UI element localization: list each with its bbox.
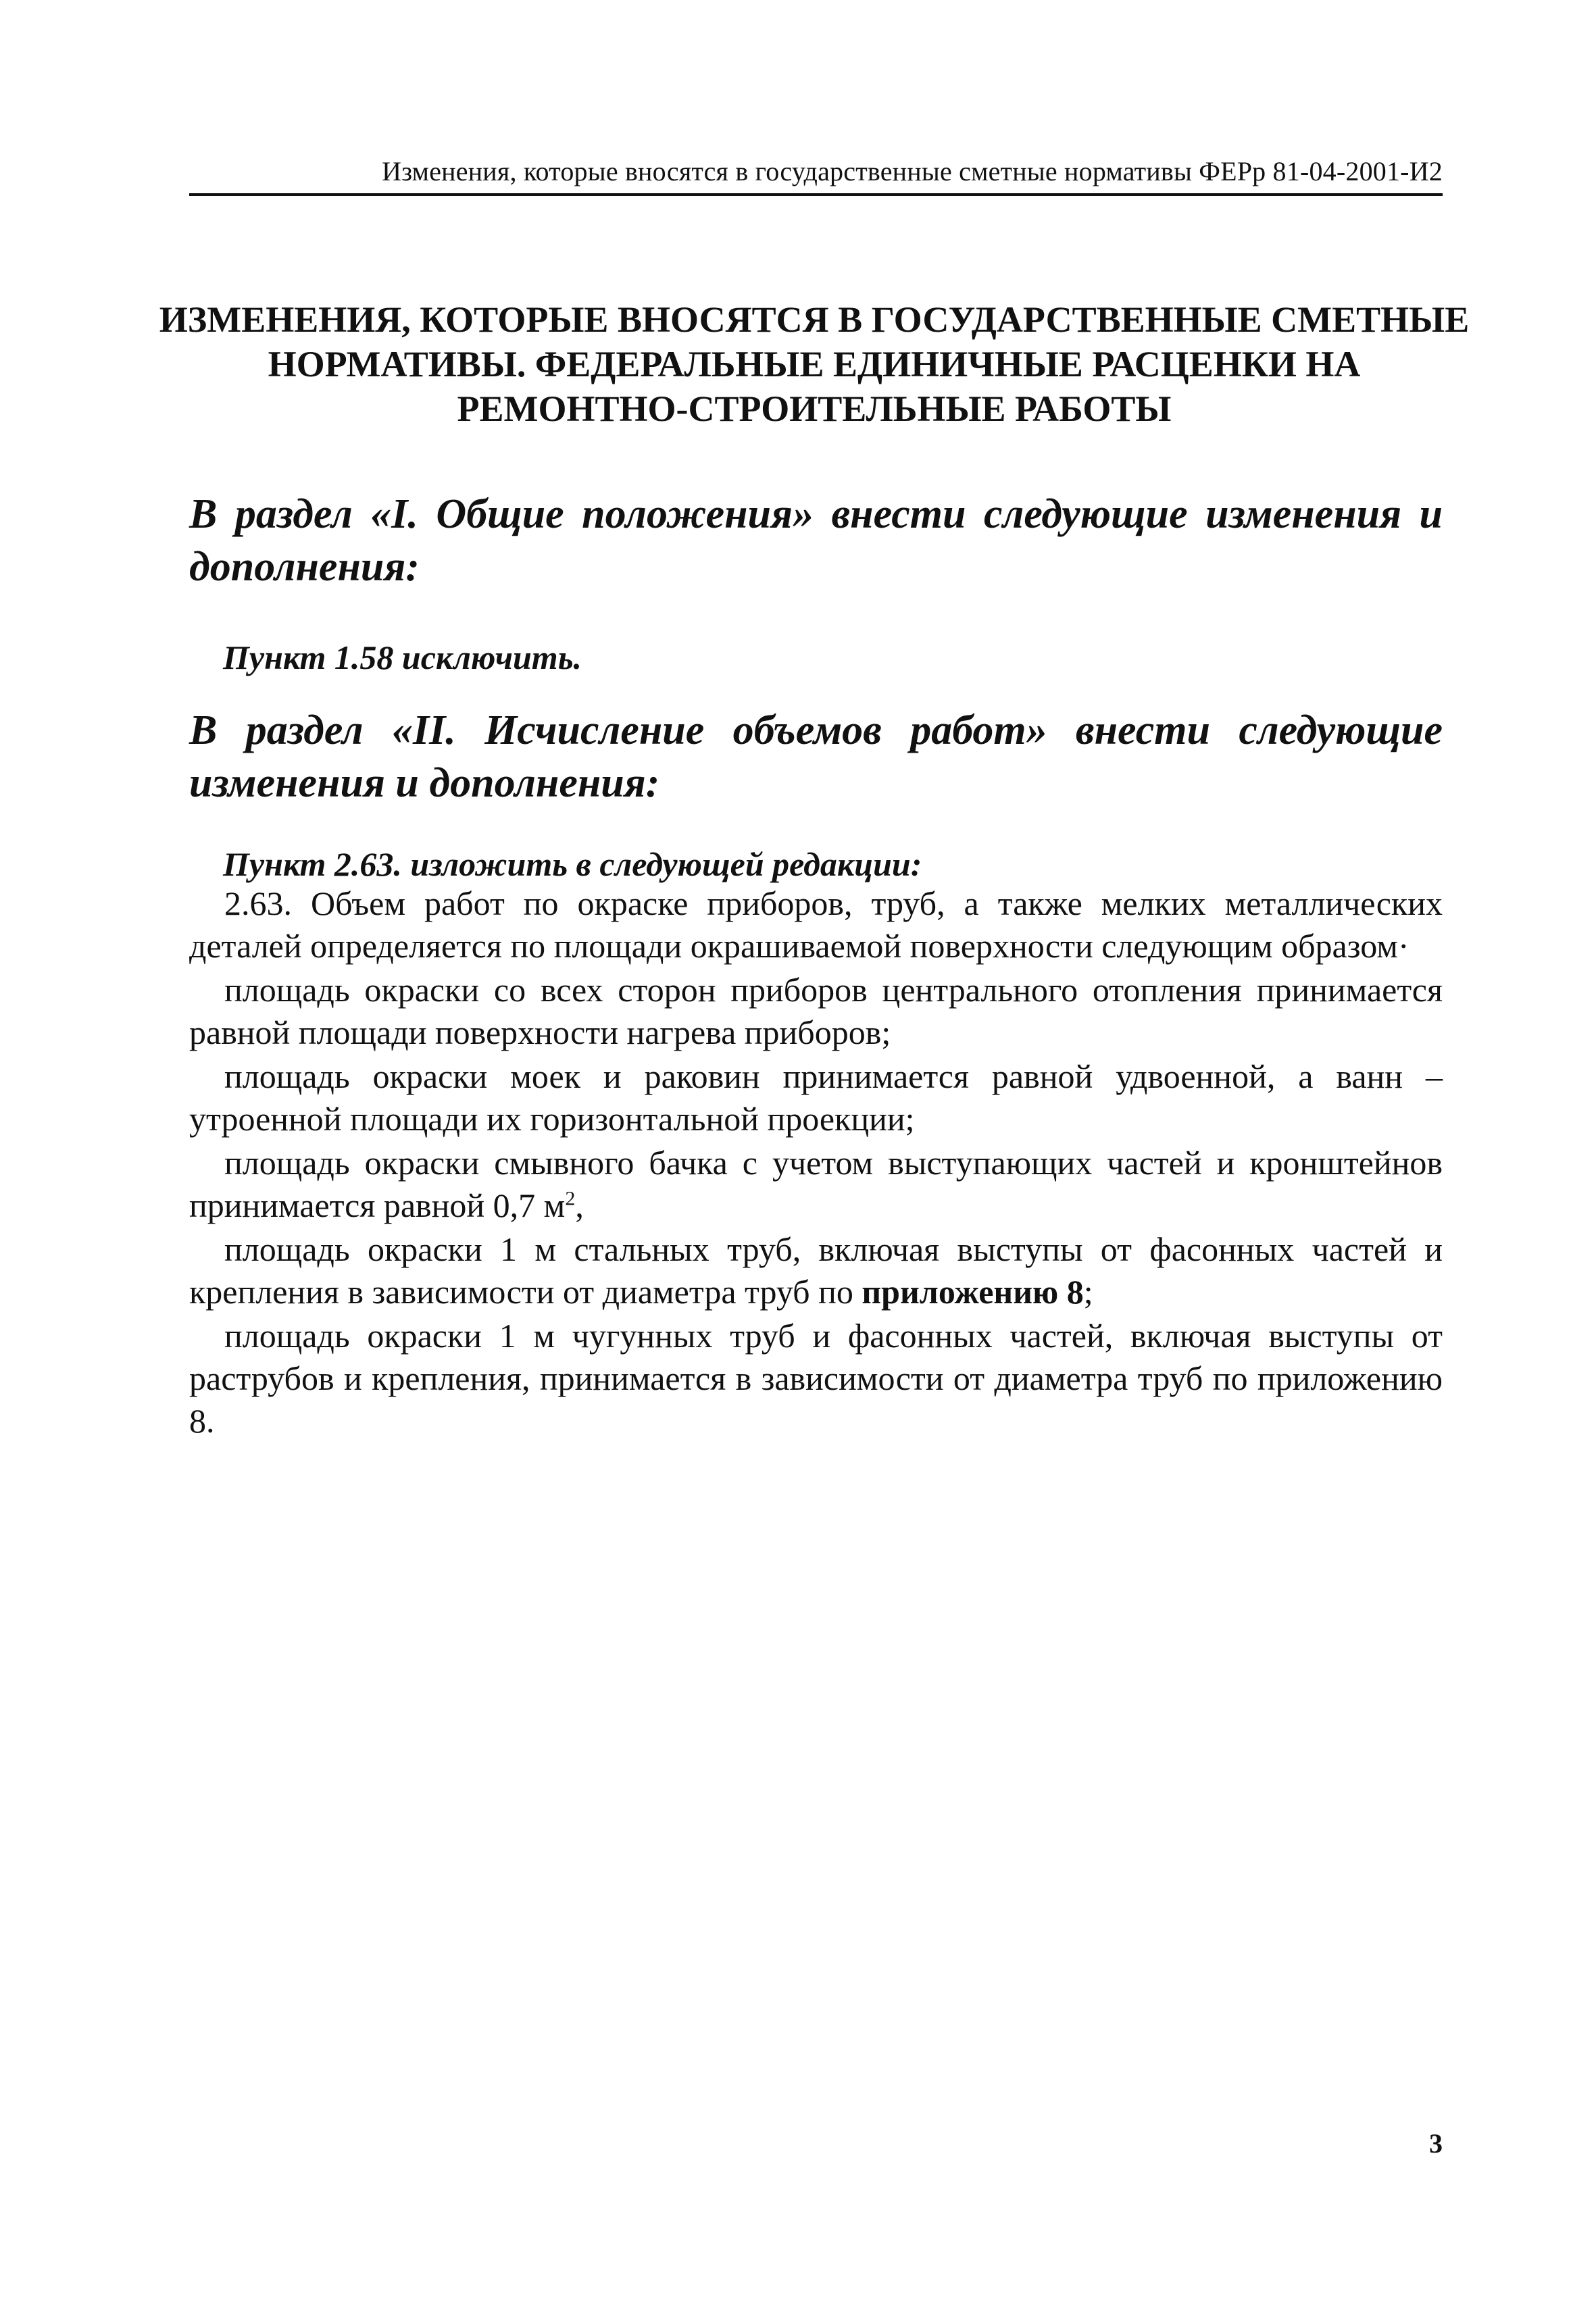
flush-tank-comma: , [575, 1186, 584, 1224]
title-line-2: НОРМАТИВЫ. ФЕДЕРАЛЬНЫЕ ЕДИНИЧНЫЕ РАСЦЕНКИ НА [268, 344, 1361, 384]
header-rule [189, 193, 1443, 196]
paragraph-2-63: 2.63. Объем работ по окраске приборов, труб, а также мелких металлических деталей определяется по площади окрашиваемой поверхности следующим образом· [189, 884, 1443, 965]
section-2-item: Пункт 2.63. изложить в следующей редакции: [223, 845, 922, 883]
paragraph-cast-iron-pipes: площадь окраски 1 м чугунных труб и фасонных частей, включая выступы от раструбов и крепления, принимается в зависимости от диаметра труб по приложению 8. [189, 1317, 1443, 1440]
section-2-heading: В раздел «II. Исчисление объемов работ» внести следующие изменения и дополнения: [189, 707, 1443, 806]
paragraph-sinks-baths: площадь окраски моек и раковин принимается равной удвоенной, а ванн – утроенной площади их горизонтальной проекции; [189, 1057, 1443, 1138]
paragraph-steel-pipes [189, 1228, 1443, 1313]
title-line-1: ИЗМЕНЕНИЯ, КОТОРЫЕ ВНОСЯТСЯ В ГОСУДАРСТВЕННЫЕ СМЕТНЫЕ [159, 299, 1470, 340]
paragraph-flush-tank [189, 1142, 1443, 1227]
square-superscript: 2 [565, 1187, 576, 1210]
appendix-8-reference: приложению 8 [862, 1273, 1084, 1311]
steel-pipes-text: площадь окраски 1 м стальных труб, включая выступы от фасонных частей и крепления в зависимости от диаметра труб по [189, 1230, 1443, 1311]
body-text [189, 882, 1443, 1442]
section-1-item: Пункт 1.58 исключить. [223, 638, 582, 676]
title-line-3: РЕМОНТНО-СТРОИТЕЛЬНЫЕ РАБОТЫ [457, 388, 1172, 429]
paragraph-heating-devices: площадь окраски со всех сторон приборов центрального отопления принимается равной площади поверхности нагрева приборов; [189, 971, 1443, 1051]
steel-pipes-end: ; [1083, 1273, 1093, 1311]
page-number: 3 [1429, 2128, 1443, 2159]
section-1-heading: В раздел «I. Общие положения» внести следующие изменения и дополнения: [189, 491, 1443, 590]
document-title [155, 297, 1473, 431]
flush-tank-text: площадь окраски смывного бачка с учетом выступающих частей и кронштейнов принимается равной 0,7 м [189, 1144, 1443, 1224]
running-header: Изменения, которые вносятся в государственные сметные нормативы ФЕРр 81-04-2001-И2 [382, 156, 1443, 186]
